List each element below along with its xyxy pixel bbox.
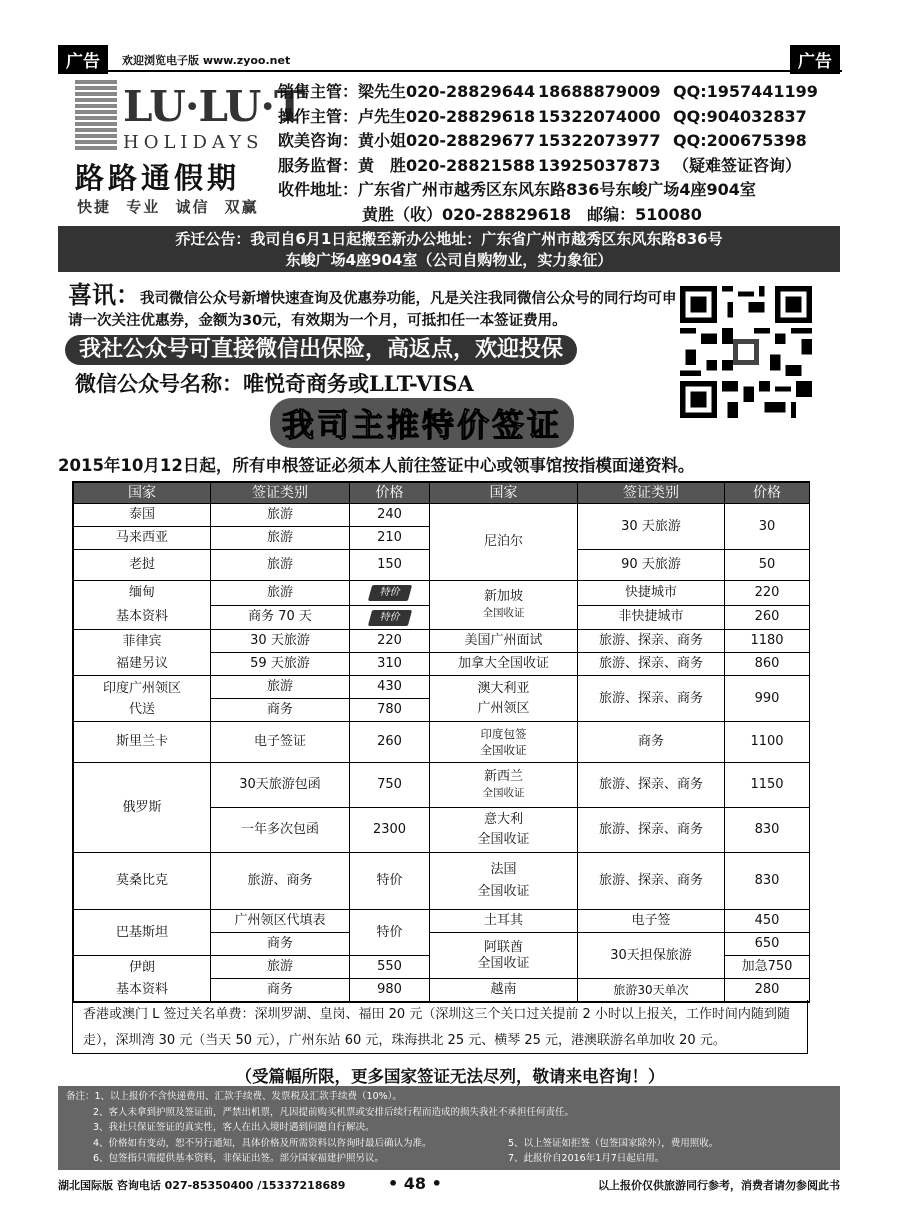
schengen-rule: 2015年10月12日起，所有申根签证必须本人前往签证中心或领事馆按指模面递资料。 [58, 456, 695, 475]
table-cell: 50 [725, 550, 810, 581]
table-cell: 旅游、商务 [211, 853, 350, 910]
table-cell: 尼泊尔 [430, 504, 578, 581]
table-cell: 土耳其 [430, 910, 578, 933]
table-cell: 980 [350, 979, 430, 1002]
table-cell: 30天旅游包函 [211, 763, 350, 808]
contact-row: 欧美咨询：黄小姐020-28829677 15322073977 QQ:200675398 [278, 131, 807, 150]
address-2: 黄胜（收）020-28829618 邮编：510080 [362, 204, 702, 224]
news-text: 我司微信公众号新增快速查询及优惠券功能，凡是关注我同微信公众号的同行均可申请一次关注优惠券，金额为30元，有效期为一个月，可抵扣任一本签证费用。 [68, 291, 677, 329]
table-cell: 旅游 [211, 527, 350, 550]
table-cell: 30 天旅游 [211, 630, 350, 653]
table-cell: 加拿大全国收证 [430, 653, 578, 676]
table-cell: 220 [725, 581, 810, 606]
table-cell: 巴基斯坦 [74, 910, 211, 956]
table-cell: 商务 [211, 699, 350, 722]
contact-row: 服务监督：黄 胜020-28821588 13925037873 （疑难签证咨询） [278, 155, 802, 175]
table-cell: 印度广州领区 代送 [74, 676, 211, 722]
table-cell: 1100 [725, 722, 810, 763]
table-cell: 缅甸 基本资料 [74, 581, 211, 630]
wechat-name: 微信公众号名称：唯悦奇商务或LLT-VISA [75, 371, 474, 396]
contact-row: 销售主管：梁先生020-28829644 18688879009 QQ:1957441199 [278, 82, 818, 101]
table-row [74, 910, 810, 933]
table-cell: 国家 [430, 483, 578, 504]
table-cell: 商务 [211, 979, 350, 1002]
table-cell: 990 [725, 676, 810, 722]
table-cell: 马来西亚 [74, 527, 211, 550]
table-row [74, 722, 810, 763]
table-cell: 商务 70 天 [211, 605, 350, 630]
table-cell: 280 [725, 979, 810, 1002]
table-cell: 650 [725, 933, 810, 956]
table-cell: 240 [350, 504, 430, 527]
table-row [74, 630, 810, 653]
table-cell: 旅游、探亲、商务 [578, 763, 725, 808]
table-row [74, 676, 810, 699]
table-cell: 旅游 [211, 504, 350, 527]
table-cell: 菲律宾 福建另议 [74, 630, 211, 676]
table-cell: 830 [725, 808, 810, 853]
table-row [74, 504, 810, 527]
table-cell: 90 天旅游 [578, 550, 725, 581]
table-cell: 商务 [578, 722, 725, 763]
table-row [74, 763, 810, 808]
table-cell: 550 [350, 956, 430, 979]
table-cell: 签证类别 [211, 483, 350, 504]
table-cell: 电子签证 [211, 722, 350, 763]
table-cell: 老挝 [74, 550, 211, 581]
table-cell: 210 [350, 527, 430, 550]
table-cell: 阿联酋 全国收证 [430, 933, 578, 979]
table-cell: 澳大利亚 广州领区 [430, 676, 578, 722]
table-cell: 旅游 [211, 676, 350, 699]
table-cell: 特价 [350, 910, 430, 956]
table-cell: 30天担保旅游 [578, 933, 725, 979]
table-cell: 旅游 [211, 550, 350, 581]
table-cell: 780 [350, 699, 430, 722]
table-cell: 830 [725, 853, 810, 910]
footer-right: 以上报价仅供旅游同行参考，消费者请勿参阅此书 [598, 1179, 840, 1192]
table-cell: 2300 [350, 808, 430, 853]
special-price-badge: 特价 [367, 585, 411, 601]
table-cell: 莫桑比克 [74, 853, 211, 910]
table-cell: 430 [350, 676, 430, 699]
table-cell: 快捷城市 [578, 581, 725, 606]
table-cell: 特价 [350, 853, 430, 910]
table-cell: 法国 全国收证 [430, 853, 578, 910]
table-cell: 220 [350, 630, 430, 653]
footer-left: 湖北国际版 咨询电话 027-85350400 /15337218689 [58, 1179, 346, 1192]
table-cell: 新西兰 全国收证 [430, 763, 578, 808]
contact-list [278, 80, 838, 227]
table-cell: 非快捷城市 [578, 605, 725, 630]
table-cell: 一年多次包函 [211, 808, 350, 853]
ad-tag-right: 广告 [790, 45, 840, 74]
table-cell: 广州领区代填表 [211, 910, 350, 933]
page-footer [58, 1174, 840, 1193]
table-row [74, 581, 810, 606]
table-cell: 加急750 [725, 956, 810, 979]
table-cell: 斯里兰卡 [74, 722, 211, 763]
table-cell: 旅游30天单次 [578, 979, 725, 1002]
welcome-text: 欢迎浏览电子版 www.zyoo.net [122, 54, 291, 67]
page-number: • 48 • [388, 1174, 442, 1193]
table-cell: 旅游、探亲、商务 [578, 676, 725, 722]
company-logo: LU·LU·T HOLIDAYS 路路通假期 快捷 专业 诚信 双赢 [75, 82, 305, 216]
table-cell: 旅游、探亲、商务 [578, 653, 725, 676]
relocation-notice: 乔迁公告：我司自6月1日起搬至新办公地址：广东省广州市越秀区东风东路836号 东峻广场4座904室（公司自购物业，实力象征） [58, 226, 840, 272]
address: 收件地址：广东省广州市越秀区东风东路836号东峻广场4座904室 [278, 180, 756, 199]
table-cell: 30 天旅游 [578, 504, 725, 550]
promo-banner: 我司主推特价签证 [270, 398, 574, 448]
insurance-banner: 我社公众号可直接微信出保险，高返点，欢迎投保 [65, 335, 577, 365]
table-cell: 价格 [725, 483, 810, 504]
table-cell [350, 581, 430, 606]
special-price-badge: 特价 [367, 610, 411, 626]
table-cell: 电子签 [578, 910, 725, 933]
table-cell: 旅游、探亲、商务 [578, 630, 725, 653]
table-cell: 价格 [350, 483, 430, 504]
remarks-box: 备注：1、以上报价不含快递费用、汇款手续费、发票税及汇款手续费（10%）。 2、客人未拿到护照及签证前，严禁出机票，凡因提前购买机票或安排后续行程而造成的损失我社不承担任何责任。 3、我社只保证签证的真实性，客人在出入境时遇到问题自行解决。 4、价格如有变动，恕不另行通知，具体价格及所需资料以咨询时最后确认为准。 5、以上签证如拒签（包签国家除外），费用照收。 6、包签指只需提供基本资料，非保证出签。部分国家福建护照另议。 7、此报价自2016年1月7日起启用。 [58, 1086, 840, 1170]
contact-row: 操作主管：卢先生020-28829618 15322074000 QQ:904032837 [278, 106, 807, 126]
table-cell: 泰国 [74, 504, 211, 527]
news-title: 喜讯： [68, 281, 140, 309]
table-cell: 30 [725, 504, 810, 550]
table-cell: 450 [725, 910, 810, 933]
table-cell: 俄罗斯 [74, 763, 211, 853]
table-header-row [74, 483, 810, 504]
table-cell: 旅游、探亲、商务 [578, 853, 725, 910]
table-cell: 59 天旅游 [211, 653, 350, 676]
hk-macau-note: 香港或澳门 L 签过关名单费：深圳罗湖、皇岗、福田 20 元（深圳这三个关口过关提前 2 小时以上报关，工作时间内随到随走），深圳湾 30 元（当天 50 元），广州东站 60 元，珠海拱北 25 元、横琴 25 元，港澳联游名单加收 20 元。 [72, 1000, 808, 1054]
table-cell: 旅游、探亲、商务 [578, 808, 725, 853]
table-cell: 商务 [211, 933, 350, 956]
table-cell: 860 [725, 653, 810, 676]
table-cell [350, 605, 430, 630]
table-row [74, 853, 810, 910]
table-cell: 750 [350, 763, 430, 808]
table-cell: 越南 [430, 979, 578, 1002]
table-cell: 签证类别 [578, 483, 725, 504]
table-cell: 310 [350, 653, 430, 676]
table-cell: 旅游 [211, 956, 350, 979]
news-block [68, 281, 678, 332]
table-cell: 印度包签 全国收证 [430, 722, 578, 763]
limit-note: （受篇幅所限，更多国家签证无法尽列，敬请来电咨询！） [235, 1067, 665, 1086]
table-cell: 260 [725, 605, 810, 630]
table-cell: 1150 [725, 763, 810, 808]
table-cell: 150 [350, 550, 430, 581]
ad-tag-left: 广告 [58, 45, 108, 74]
table-cell: 意大利 全国收证 [430, 808, 578, 853]
table-cell: 260 [350, 722, 430, 763]
table-cell: 旅游 [211, 581, 350, 606]
visa-price-table [72, 481, 810, 1003]
logo-mark-icon [75, 80, 117, 150]
table-cell: 新加坡 全国收证 [430, 581, 578, 630]
table-cell: 1180 [725, 630, 810, 653]
table-cell: 伊朗 基本资料 [74, 956, 211, 1002]
qr-code-icon [680, 285, 812, 419]
table-cell: 美国广州面试 [430, 630, 578, 653]
table-cell: 国家 [74, 483, 211, 504]
